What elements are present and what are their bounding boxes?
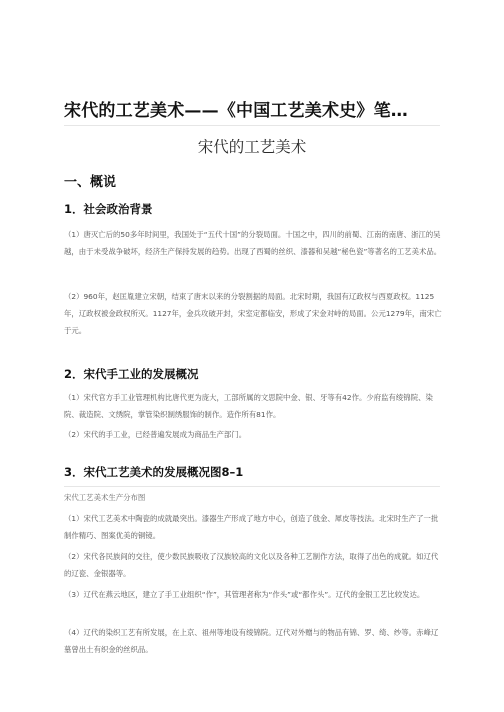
subheading-handicraft-development: 2．宋代手工业的发展概况 (64, 367, 199, 381)
paragraph: （4）辽代的染织工艺有所发展，在上京、祖州等地设有绫锦院。辽代对外赠与的物品有锦、罗、绮、纱等。赤峰辽墓曾出土有织金的丝织品。 (64, 628, 439, 654)
subheading-arts-overview: 3．宋代工艺美术的发展概况图8–1 (64, 465, 244, 479)
paragraph: （2）宋代的手工业，已经普遍发展成为商品生产部门。 (64, 430, 247, 439)
paragraph: （1）宋代官方手工业管理机构比唐代更为庞大，工部所属的文思院中金、银、牙等有42作。少府监有绫锦院、染院、裁造院、文绣院，掌管染织制绣服饰的制作。造作所有81作。 (64, 393, 433, 419)
paragraph: （1）宋代工艺美术中陶瓷的成就最突出。漆器生产形成了地方中心，创造了戗金、犀皮等技法。北宋时生产了一批制作精巧、图案优美的铜镜。 (64, 514, 439, 540)
document-title: 宋代的工艺美术——《中国工艺美术史》笔… (64, 101, 408, 121)
title-divider (64, 125, 440, 126)
figure-caption: 宋代工艺美术生产分布图 (64, 493, 146, 502)
paragraph: （3）辽代在燕云地区，建立了手工业组织“作”，其管理者称为“作头”或“都作头”。辽代的金银工艺比较发达。 (64, 590, 425, 599)
paragraph: （2）宋代各民族间的交往，使少数民族吸收了汉族较高的文化以及各种工艺制作方法，取得了出色的成就。如辽代的辽瓷、金银器等。 (64, 552, 439, 578)
part-heading-overview: 一、概说 (64, 175, 117, 190)
section-title: 宋代的工艺美术 (197, 138, 307, 156)
subheading-divider (64, 486, 440, 487)
paragraph: （2）960年，赵匡胤建立宋朝，结束了唐末以来的分裂割据的局面。北宋时期，我国有辽政权与西夏政权。1125年，辽政权被金政权所灭。1127年，金兵攻破开封，宋室定都临安，形成了宋金对峙的局面。公元1279年，南宋亡于元。 (64, 292, 442, 335)
subheading-political-background: 1．社会政治背景 (64, 202, 153, 216)
paragraph: （1）唐灭亡后的50多年时间里，我国处于“五代十国”的分裂局面。十国之中，四川的前蜀、江南的南唐、浙江的吴越，由于未受战争破坏，经济生产保持发展的趋势。出现了西蜀的丝织、漆器和吴越“秘色瓷”等著名的工艺美术品。 (64, 230, 442, 256)
